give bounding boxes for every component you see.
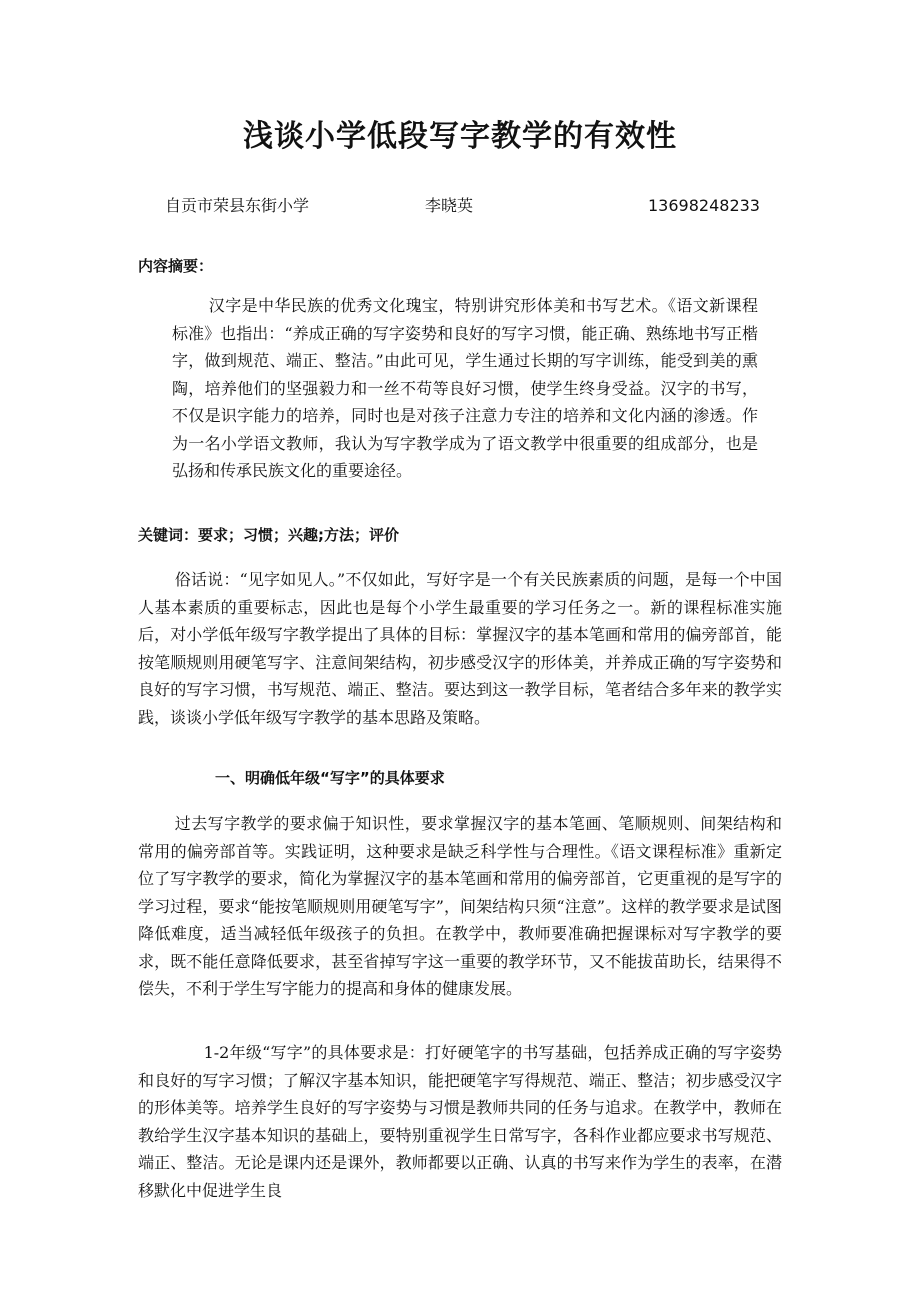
document-title: 浅谈小学低段写字教学的有效性 [243,119,677,154]
body-paragraph-2: 过去写字教学的要求偏于知识性，要求掌握汉字的基本笔画、笔顺规则、间架结构和常用的偏旁部首等。实践证明，这种要求是缺乏科学性与合理性。《语文课程标准》重新定位了写字教学的要求，简化为掌握汉字的基本笔画和常用的偏旁部首，它更重视的是写字的学习过程，要求“能按笔顺规则用硬笔写字”，间架结构只须“注意”。这样的教学要求是试图降低难度，适当减轻低年级孩子的负担。在教学中，教师要准确把握课标对写字教学的要求，既不能任意降低要求，甚至省掉写字这一重要的教学环节，又不能拔苗助长，结果得不偿失，不利于学生写字能力的提高和身体的健康发展。 [138,814,782,998]
abstract-label: 内容摘要： [138,257,214,275]
author-phone: 13698248233 [648,196,760,215]
author-school: 自贡市荣县东街小学 [165,196,310,215]
body-paragraph-3: 1-2年级“写字”的具体要求是：打好硬笔字的书写基础，包括养成正确的写字姿势和良好的写字习惯；了解汉字基本知识，能把硬笔字写得规范、端正、整洁；初步感受汉字的形体美等。培养学生良好的写字姿势与习惯是教师共同的任务与追求。在教学中，教师在教给学生汉字基本知识的基础上，要特别重视学生日常写字，各科作业都应要求书写规范、端正、整洁。无论是课内还是课外，教师都要以正确、认真的书写来作为学生的表率，在潜移默化中促进学生良 [138,1043,782,1200]
abstract-text: 汉字是中华民族的优秀文化瑰宝，特别讲究形体美和书写艺术。《语文新课程标准》也指出：“养成正确的写字姿势和良好的写字习惯，能正确、熟练地书写正楷字，做到规范、端正、整洁。”由此可见，学生通过长期的写字训练，能受到美的熏陶，培养他们的坚强毅力和一丝不苟等良好习惯，使学生终身受益。汉字的书写，不仅是识字能力的培养，同时也是对孩子注意力专注的培养和文化内涵的渗透。作为一名小学语文教师，我认为写字教学成为了语文教学中很重要的组成部分，也是弘扬和传承民族文化的重要途径。 [172,296,758,480]
body-paragraph-1: 俗话说：“见字如见人。”不仅如此，写好字是一个有关民族素质的问题，是每一个中国人基本素质的重要标志，因此也是每个小学生最重要的学习任务之一。新的课程标准实施后，对小学低年级写字教学提出了具体的目标：掌握汉字的基本笔画和常用的偏旁部首，能按笔顺规则用硬笔写字、注意间架结构，初步感受汉字的形体美，并养成正确的写字姿势和良好的写字习惯，书写规范、端正、整洁。要达到这一教学目标，笔者结合多年来的教学实践，谈谈小学低年级写字教学的基本思路及策略。 [138,570,782,727]
author-name: 李晓英 [425,196,474,215]
keywords: 关键词：要求；习惯；兴趣;方法；评价 [138,526,400,544]
section-heading-1: 一、明确低年级“写字”的具体要求 [215,769,445,787]
